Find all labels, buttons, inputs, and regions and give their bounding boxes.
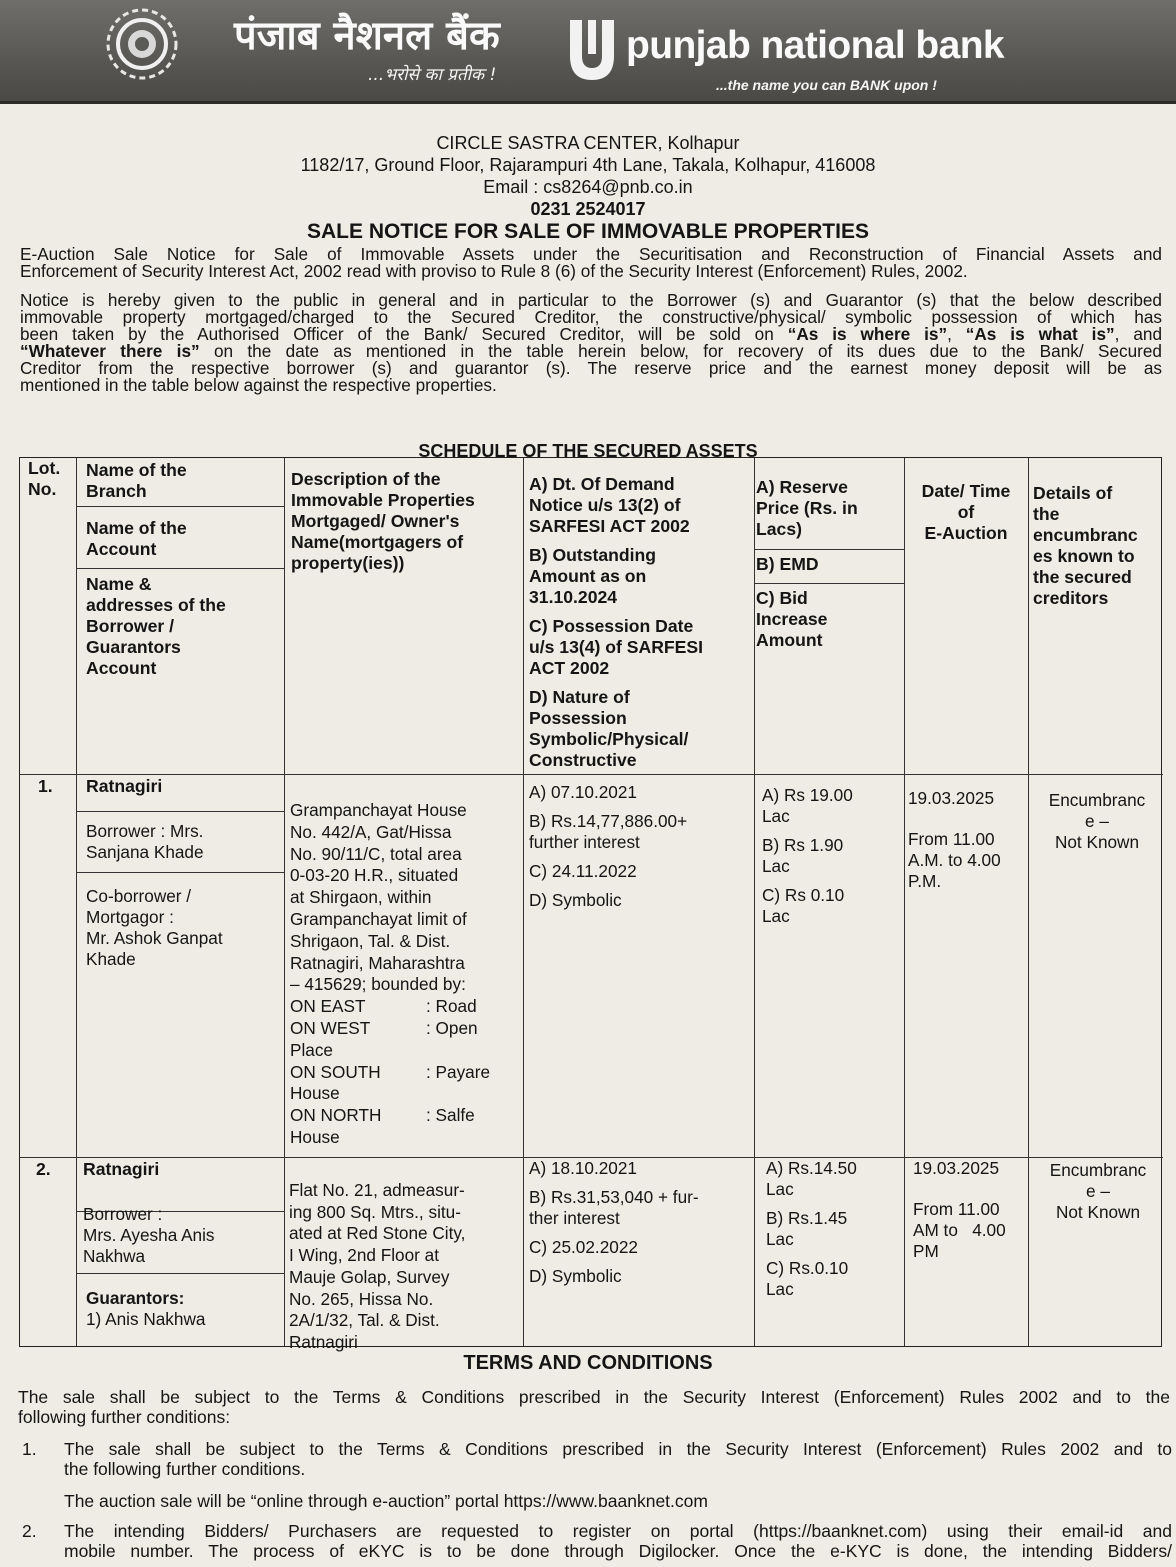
bank-banner (0, 0, 1176, 104)
bank-emblem-icon (100, 6, 184, 82)
header-emd: B) EMD (756, 554, 819, 574)
row1-account: Borrower : Mrs. Sanjana Khade (86, 821, 204, 862)
term-number: 1. (22, 1439, 37, 1459)
boundary-east: ON EAST : Road (290, 996, 477, 1017)
row1-demand-details: A) 07.10.2021 B) Rs.14,77,886.00+ further interest C) 24.11.2022 D) Symbolic (529, 782, 688, 910)
office-phone: 0231 2524017 (530, 199, 646, 219)
header-reserve-price: A) Reserve Price (Rs. in Lacs) (756, 477, 858, 539)
auction-portal-note: The auction sale will be “online through e-auction” portal https://www.baanknet.com (64, 1491, 708, 1511)
bank-name-hindi: पंजाब नैशनल बैंक (234, 13, 500, 59)
terms-intro: The sale shall be subject to the Terms & Conditions prescribed in the Security Interest (Enforcement) Rules 2002 and to the following further conditions: (18, 1387, 1170, 1427)
as-is-where-is: “As is where is” (787, 324, 948, 344)
boundary-west: ON WEST : Open (290, 1017, 478, 1038)
whatever-there-is: “Whatever there is” (20, 341, 200, 361)
tagline-hindi: ...भरोसे का प्रतीक ! (368, 65, 497, 85)
row2-demand-details: A) 18.10.2021 B) Rs.31,53,040 + fur- ther interest C) 25.02.2022 D) Symbolic (529, 1158, 699, 1286)
boundary-north: ON NORTH : Salfe (290, 1105, 475, 1126)
header-account-name: Name of the Account (86, 518, 187, 559)
row1-description: Grampanchayat House No. 442/A, Gat/Hissa No. 90/11/C, total area 0-03-20 H.R., situated at Shirgaon, within Grampanchayat limit of Shrigaon, Tal. & Dist. Ratnagiri, Maharashtra – 415629; bounded by: ON EAST : Road ON WEST : Open Place ON SOUTH : Payare House ON NORTH : Salfe House (290, 800, 522, 1149)
pnb-logo-icon (566, 16, 618, 84)
secured-assets-table (19, 457, 1162, 1352)
terms-title: TERMS AND CONDITIONS (463, 1352, 713, 1374)
notice-text: , (947, 324, 966, 344)
row2-reserve-details: A) Rs.14.50 Lac B) Rs.1.45 Lac C) Rs.0.10 Lac (766, 1158, 857, 1299)
header-property-description: Description of the Immovable Properties Mortgaged/ Owner's Name(mortgagers of property(ies)) (291, 469, 475, 573)
row2-branch: Ratnagiri (83, 1159, 160, 1179)
office-address: 1182/17, Ground Floor, Rajarampuri 4th Lane, Takala, Kolhapur, 416008 (300, 155, 876, 175)
header-auction-date: Date/ Time of E-Auction (921, 481, 1011, 543)
office-email: Email : cs8264@pnb.co.in (483, 177, 693, 197)
tagline-english: ...the name you can BANK upon ! (716, 77, 937, 93)
header-lot-no: Lot. No. (28, 458, 61, 499)
term-text: The sale shall be subject to the Terms & Conditions prescribed in the Security Interest (Enforcement) Rules 2002 and to the following further conditions. The auction sale will be “online through e-auction” portal https://www.baanknet.com (64, 1439, 1172, 1511)
as-is-what-is: “As is what is” (965, 324, 1115, 344)
header-bid-increase: C) Bid Increase Amount (756, 588, 828, 650)
row1-auction-datetime: 19.03.2025 From 11.00 A.M. to 4.00 P.M. (908, 788, 1001, 891)
notice-line: mentioned in the table below against the respective properties. (20, 375, 497, 395)
row1-encumbrance: Encumbranc e – Not Known (1048, 790, 1146, 852)
term-text: The intending Bidders/ Purchasers are requested to register on portal (https://baanknet.com) using their email-id and mobile number. The process of eKYC is to be done through Digilocker. Once the e-KYC is done, the intending Bidders/ (64, 1521, 1172, 1561)
row1-lot-no: 1. (38, 776, 53, 796)
row2-account: Borrower : Mrs. Ayesha Anis Nakhwa (83, 1204, 215, 1266)
row1-branch: Ratnagiri (86, 776, 163, 796)
row2-auction-datetime: 19.03.2025 From 11.00 AM to 4.00 PM (913, 1158, 1006, 1261)
bank-name-english: punjab national bank (626, 24, 1005, 67)
notice-line: immovable property mortgaged/charged to the Secured Creditor, the constructive/physical/ symbolic possession of which has (20, 307, 1162, 327)
notice-text: on the date as mentioned in the table herein below, for recovery of its dues due to the Bank/ Secured (199, 341, 1162, 361)
notice-text: been taken by the Authorised Officer of the Bank/ Secured Creditor, will be sold on (20, 324, 788, 344)
header-encumbrance: Details of the encumbranc es known to the secured creditors (1033, 483, 1138, 608)
boundary-south: ON SOUTH : Payare (290, 1061, 491, 1082)
notice-line: Notice is hereby given to the public in general and in particular to the Borrower (s) and Guarantor (s) that the below described (20, 290, 1162, 310)
row2-lot-no: 2. (36, 1159, 51, 1179)
row2-guarantors: Guarantors: 1) Anis Nakhwa (86, 1288, 206, 1329)
office-name: CIRCLE SASTRA CENTER, Kolhapur (436, 133, 740, 153)
schedule-title: SCHEDULE OF THE SECURED ASSETS (418, 441, 758, 461)
notice-line: Creditor from the respective borrower (s) and guarantor (s). The reserve price and the earnest money deposit will be as (20, 358, 1162, 378)
notice-text: , and (1114, 324, 1163, 344)
notice-title: SALE NOTICE FOR SALE OF IMMOVABLE PROPERTIES (307, 220, 869, 243)
row1-borrower: Co-borrower / Mortgagor : Mr. Ashok Ganpat Khade (86, 886, 223, 969)
header-branch-name: Name of the Branch (86, 460, 187, 501)
row2-description: Flat No. 21, admeasur- ing 800 Sq. Mtrs., situ- ated at Red Stone City, I Wing, 2nd Floor at Mauje Golap, Survey No. 265, Hissa No. 2A/1/32, Tal. & Dist. Ratnagiri (289, 1180, 466, 1352)
intro-paragraph (20, 246, 1162, 280)
header-borrower-details: Name & addresses of the Borrower / Guarantors Account (86, 574, 226, 678)
term-number: 2. (22, 1521, 37, 1541)
row1-reserve-details: A) Rs 19.00 Lac B) Rs 1.90 Lac C) Rs 0.10 Lac (762, 785, 853, 926)
intro-line: Enforcement of Security Interest Act, 2002 read with proviso to Rule 8 (6) of the Security Interest (Enforcement) Rules, 2002. (20, 261, 968, 281)
notice-paragraph (20, 292, 1162, 394)
header-demand-notice: A) Dt. Of Demand Notice u/s 13(2) of SARFESI ACT 2002 B) Outstanding Amount as on 31.10.2024 C) Possession Date u/s 13(4) of SARFESI ACT 2002 D) Nature of Possession Symbolic/Physical/ Constructive (529, 474, 704, 770)
intro-line: E-Auction Sale Notice for Sale of Immovable Assets under the Securitisation and Reconstruction of Financial Assets and (20, 244, 1162, 264)
row2-encumbrance: Encumbranc e – Not Known (1049, 1160, 1147, 1222)
